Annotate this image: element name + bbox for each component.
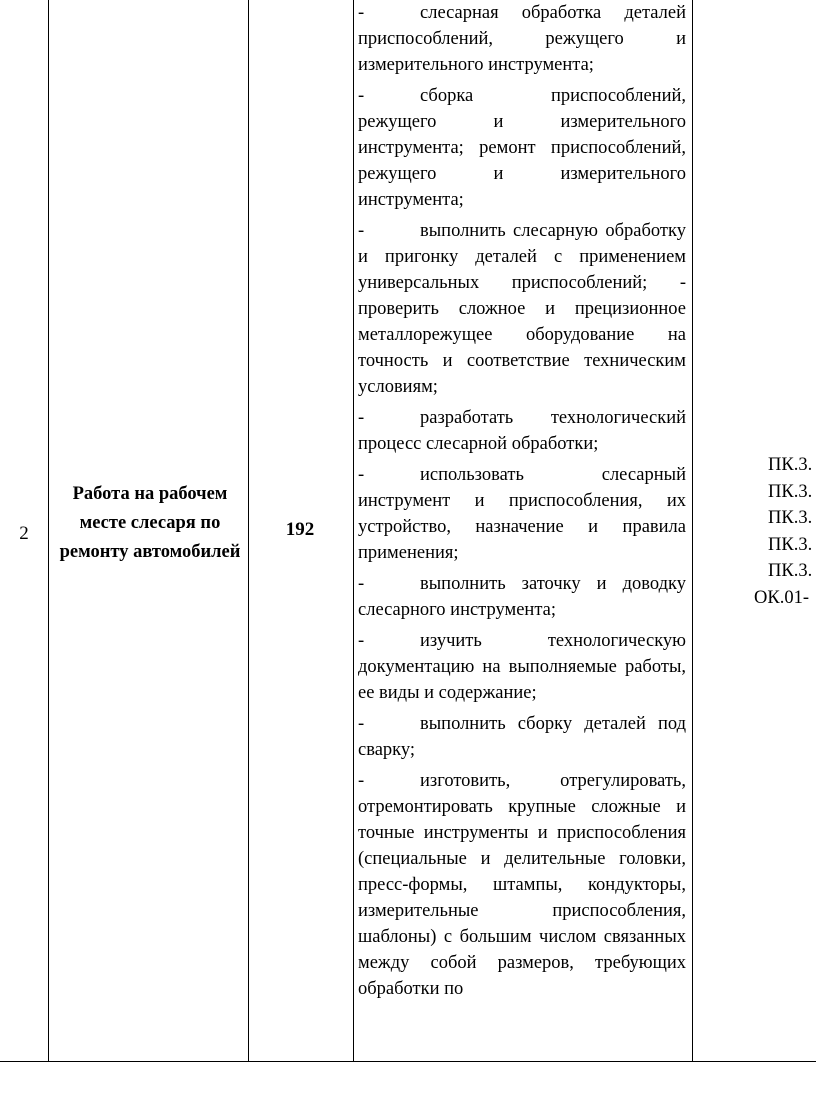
- list-item: - изучить технологическую документацию на выполняемые работы, ее виды и содержание;: [358, 631, 686, 703]
- column-divider: [353, 0, 354, 1062]
- column-divider: [248, 0, 249, 1062]
- row-title: Работа на рабочем месте слесаря по ремонту автомобилей: [59, 484, 241, 562]
- competency-code: ПК.3.: [768, 455, 813, 475]
- list-item: - сборка приспособлений, режущего и измерительного инструмента; ремонт приспособлений, режущего и измерительного инструмента;: [358, 86, 686, 210]
- row-bottom-border: [0, 1061, 816, 1062]
- competency-codes: [740, 452, 816, 611]
- list-item: - выполнить заточку и доводку слесарного инструмента;: [358, 574, 686, 620]
- list-item: - изготовить, отрегулировать, отремонтировать крупные сложные и точные инструменты и приспособления (специальные и делительные головки, пресс-формы, штампы, кондукторы, измерительные приспособления, шаблоны) с большим числом связанных между собой размеров, требующих обработки по: [358, 771, 686, 999]
- competency-code: ПК.3.: [768, 534, 813, 555]
- column-divider: [48, 0, 49, 1062]
- competency-code: ПК.3.: [768, 561, 813, 581]
- list-item: - разработать технологический процесс слесарной обработки;: [358, 408, 686, 454]
- column-divider: [692, 0, 693, 1062]
- list-item: - выполнить слесарную обработку и пригонку деталей с применением универсальных приспособлений; - проверить сложное и прецизионное металлорежущее оборудование на точность и соответствие техническим условиям;: [358, 221, 686, 397]
- row-hours: 192: [285, 519, 315, 540]
- list-item: - слесарная обработка деталей приспособлений, режущего и измерительного инструмента;: [358, 3, 686, 75]
- list-item: - использовать слесарный инструмент и приспособления, их устройство, назначение и правила применения;: [358, 465, 686, 563]
- row-number: 2: [19, 523, 29, 544]
- list-item: - выполнить сборку деталей под сварку;: [358, 714, 686, 760]
- competency-code: ПК.3.: [768, 481, 813, 502]
- competency-code: ОК.01-: [754, 587, 809, 608]
- competency-code: ПК.3.: [768, 508, 813, 528]
- task-list: [358, 0, 686, 1007]
